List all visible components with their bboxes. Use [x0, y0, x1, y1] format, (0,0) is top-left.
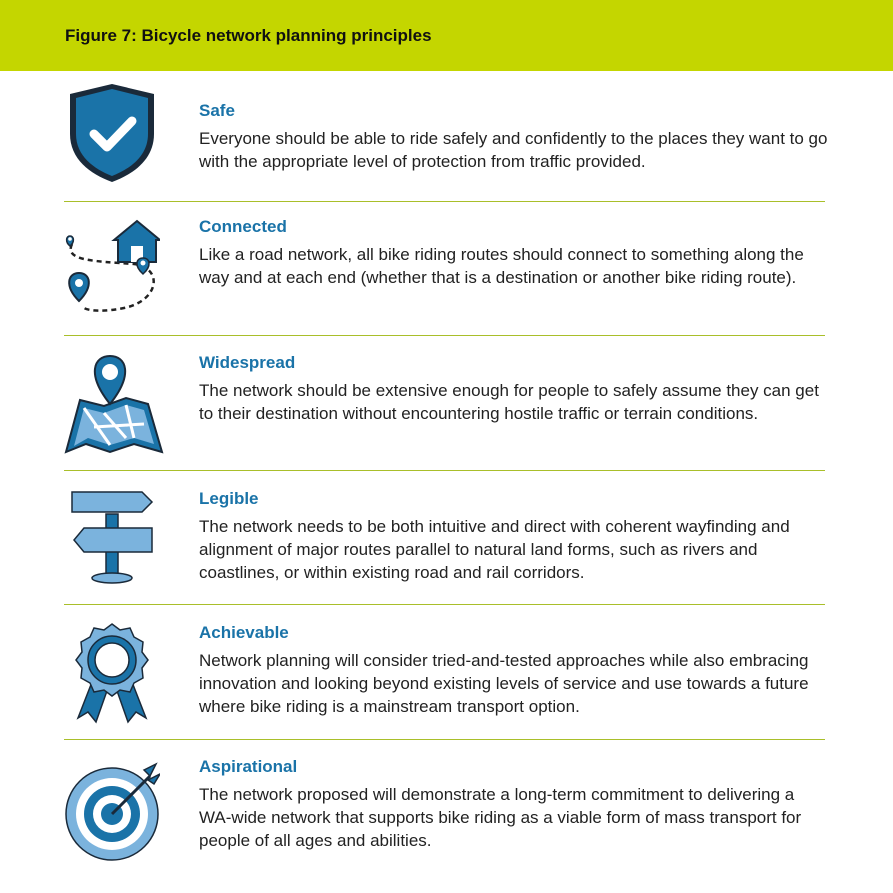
figure-title: Figure 7: Bicycle network planning principles	[65, 25, 432, 45]
principle-title: Legible	[199, 489, 259, 508]
principle-title: Connected	[199, 217, 287, 236]
principle-legible	[64, 488, 825, 598]
principle-body: The network should be extensive enough for people to safely assume they can get to their destination without encountering hostile traffic or terrain conditions.	[199, 381, 819, 423]
principle-connected	[64, 216, 825, 326]
principle-title: Aspirational	[199, 757, 298, 776]
principle-aspirational	[64, 756, 825, 866]
principle-body: The network needs to be both intuitive and direct with coherent wayfinding and alignment of major routes parallel to natural land forms, such as rivers and coastlines, or within existing road and rail corridors.	[199, 517, 790, 582]
shield-check-icon	[64, 84, 160, 184]
divider	[64, 335, 825, 336]
principle-body: Like a road network, all bike riding routes should connect to something along the way and at each end (whether that is a destination or another bike riding route).	[199, 245, 804, 287]
award-rosette-icon	[64, 622, 160, 722]
principle-body: Network planning will consider tried-and-tested approaches while also embracing innovation and looking beyond existing levels of service and use towards a future where bike riding is a mainstream transport option.	[199, 651, 809, 716]
principle-widespread	[64, 352, 825, 462]
signpost-icon	[64, 488, 160, 588]
principle-title: Safe	[199, 101, 235, 120]
principle-body: The network proposed will demonstrate a long-term commitment to delivering a WA-wide network that supports bike riding as a viable form of mass transport for people of all ages and abilities.	[199, 785, 802, 850]
target-dart-icon	[64, 762, 160, 862]
principle-title: Achievable	[199, 623, 289, 642]
principle-safe	[64, 84, 828, 194]
figure-header	[0, 0, 893, 71]
principle-title: Widespread	[199, 353, 296, 372]
divider	[64, 470, 825, 471]
route-home-icon	[64, 216, 160, 316]
divider	[64, 739, 825, 740]
principle-achievable	[64, 622, 825, 732]
divider	[64, 201, 825, 202]
divider	[64, 604, 825, 605]
principle-body: Everyone should be able to ride safely and confidently to the places they want to go with the appropriate level of protection from traffic provided.	[199, 129, 828, 171]
map-pin-icon	[64, 352, 160, 452]
